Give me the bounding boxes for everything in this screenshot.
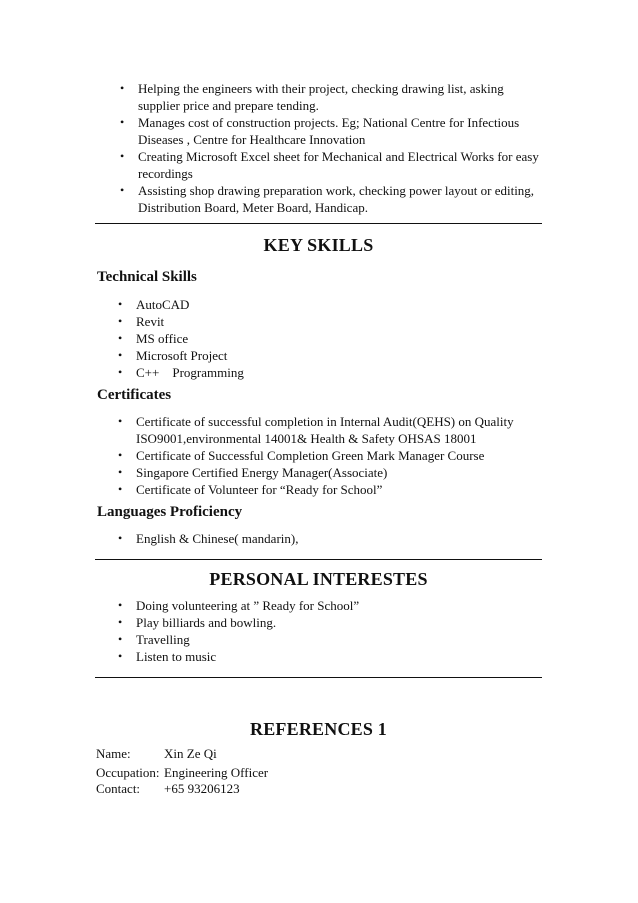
- references-title: REFERENCES 1: [250, 719, 387, 739]
- list-item: • Travelling: [118, 632, 190, 647]
- list-item: • Certificate of Volunteer for “Ready for School”: [118, 482, 383, 497]
- bullet-icon: •: [118, 414, 123, 428]
- bullet-icon: •: [120, 183, 125, 197]
- reference-contact-row: [96, 780, 240, 797]
- bullet-icon: •: [120, 149, 125, 163]
- certificates-list: [118, 413, 556, 498]
- list-item: • Helping the engineers with their project, checking drawing list, asking supplier price and prepare tending.: [120, 81, 504, 113]
- bullet-icon: •: [118, 531, 123, 545]
- reference-name-label: Name:: [96, 746, 131, 761]
- reference-contact-label: Contact:: [96, 781, 141, 796]
- bullet-icon: •: [118, 448, 123, 462]
- list-item: • Creating Microsoft Excel sheet for Mechanical and Electrical Works for easy recordings: [120, 149, 539, 181]
- bullet-icon: •: [118, 465, 123, 479]
- bullet-icon: •: [118, 297, 123, 311]
- list-item: • Manages cost of construction projects. Eg; National Centre for Infectious Diseases , Centre for Healthcare Innovation: [120, 115, 520, 147]
- list-item: • Listen to music: [118, 649, 217, 664]
- list-item: • Certificate of Successful Completion Green Mark Manager Course: [118, 448, 485, 463]
- list-item: • Microsoft Project: [118, 348, 228, 363]
- bullet-icon: •: [118, 598, 123, 612]
- bullet-icon: •: [118, 615, 123, 629]
- list-item: • Singapore Certified Energy Manager(Associate): [118, 465, 388, 480]
- divider: [95, 559, 542, 560]
- bullet-icon: •: [118, 632, 123, 646]
- reference-occupation-row: [96, 764, 268, 781]
- list-item: • C++ Programming: [118, 365, 244, 380]
- list-item: • AutoCAD: [118, 297, 190, 312]
- technical-skills-heading: Technical Skills: [97, 269, 197, 285]
- reference-occupation-value: Engineering Officer: [164, 765, 269, 780]
- list-item: • English & Chinese( mandarin),: [118, 531, 299, 546]
- technical-skills-list: [118, 296, 536, 381]
- list-item: • Doing volunteering at ” Ready for School”: [118, 598, 360, 613]
- list-item: • Assisting shop drawing preparation work, checking power layout or editing, Distribution Board, Meter Board, Handicap.: [120, 183, 535, 215]
- languages-list: [118, 530, 536, 547]
- list-item: • MS office: [118, 331, 189, 346]
- personal-interests-title: PERSONAL INTERESTES: [209, 569, 428, 589]
- experience-bullet-list: [120, 80, 558, 216]
- bullet-icon: •: [118, 365, 123, 379]
- bullet-icon: •: [118, 314, 123, 328]
- list-item: • Certificate of successful completion in Internal Audit(QEHS) on Quality ISO9001,environmental 14001& Health & Safety OHSAS 18001: [118, 414, 514, 446]
- bullet-icon: •: [118, 649, 123, 663]
- bullet-icon: •: [120, 81, 125, 95]
- bullet-icon: •: [118, 331, 123, 345]
- certificates-heading: Certificates: [97, 387, 172, 403]
- divider: [95, 223, 542, 224]
- list-item: • Revit: [118, 314, 165, 329]
- bullet-icon: •: [120, 115, 125, 129]
- bullet-icon: •: [118, 348, 123, 362]
- interests-list: [118, 597, 536, 665]
- reference-name-row: [96, 745, 217, 762]
- bullet-icon: •: [118, 482, 123, 496]
- divider: [95, 677, 542, 678]
- key-skills-title: KEY SKILLS: [263, 235, 374, 255]
- reference-name-value: Xin Ze Qi: [164, 746, 217, 761]
- languages-heading: Languages Proficiency: [97, 504, 243, 520]
- reference-contact-value: +65 93206123: [164, 781, 240, 796]
- list-item: • Play billiards and bowling.: [118, 615, 277, 630]
- reference-occupation-label: Occupation:: [96, 765, 160, 780]
